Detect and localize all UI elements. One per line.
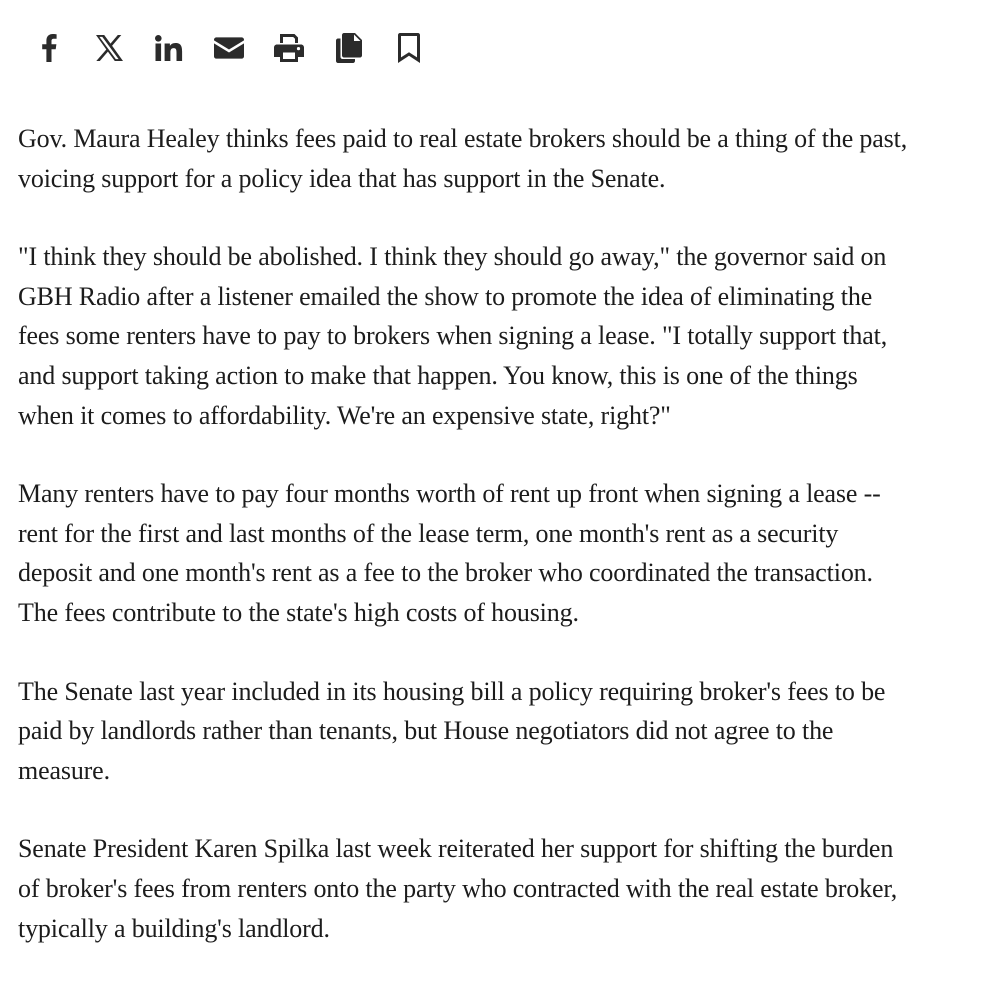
facebook-icon [41,34,57,62]
bookmark-icon [398,33,420,63]
copy-icon [336,33,362,63]
bookmark-button[interactable] [394,31,424,65]
envelope-icon [214,37,244,59]
copy-link-button[interactable] [334,31,364,65]
article-paragraph-3: Many renters have to pay four months worth of rent up front when signing a lease -- rent for the first and last months of the lease term, one month's rent as a security deposit and one month's rent as a fee to the broker who coordinated the transaction. The fees contribute to the state's high costs of housing. [18,479,881,627]
article-paragraph-5: Senate President Karen Spilka last week reiterated her support for shifting the burden of broker's fees from renters onto the party who contracted with the real estate broker, typically a building's landlord. [18,834,898,943]
article-body [18,119,988,987]
article-paragraph-4: The Senate last year included in its housing bill a policy requiring broker's fees to be paid by landlords rather than tenants, but House negotiators did not agree to the measure. [18,676,886,785]
x-icon [96,35,123,61]
x-share-button[interactable] [94,31,124,65]
share-toolbar [34,30,454,66]
printer-icon [274,34,304,62]
print-button[interactable] [274,31,304,65]
facebook-share-button[interactable] [34,31,64,65]
email-share-button[interactable] [214,31,244,65]
article-paragraph-1: Gov. Maura Healey thinks fees paid to real estate brokers should be a thing of the past, voicing support for a policy idea that has support in the Senate. [18,124,908,193]
article-paragraph-2: "I think they should be abolished. I think they should go away," the governor said on GBH Radio after a listener emailed the show to promote the idea of eliminating the fees some renters have to pay to brokers when signing a lease. "I totally support that, and support taking action to make that happen. You know, this is one of the things when it comes to affordability. We're an expensive state, right?" [18,242,888,430]
linkedin-share-button[interactable] [154,31,184,65]
linkedin-icon [155,35,183,61]
